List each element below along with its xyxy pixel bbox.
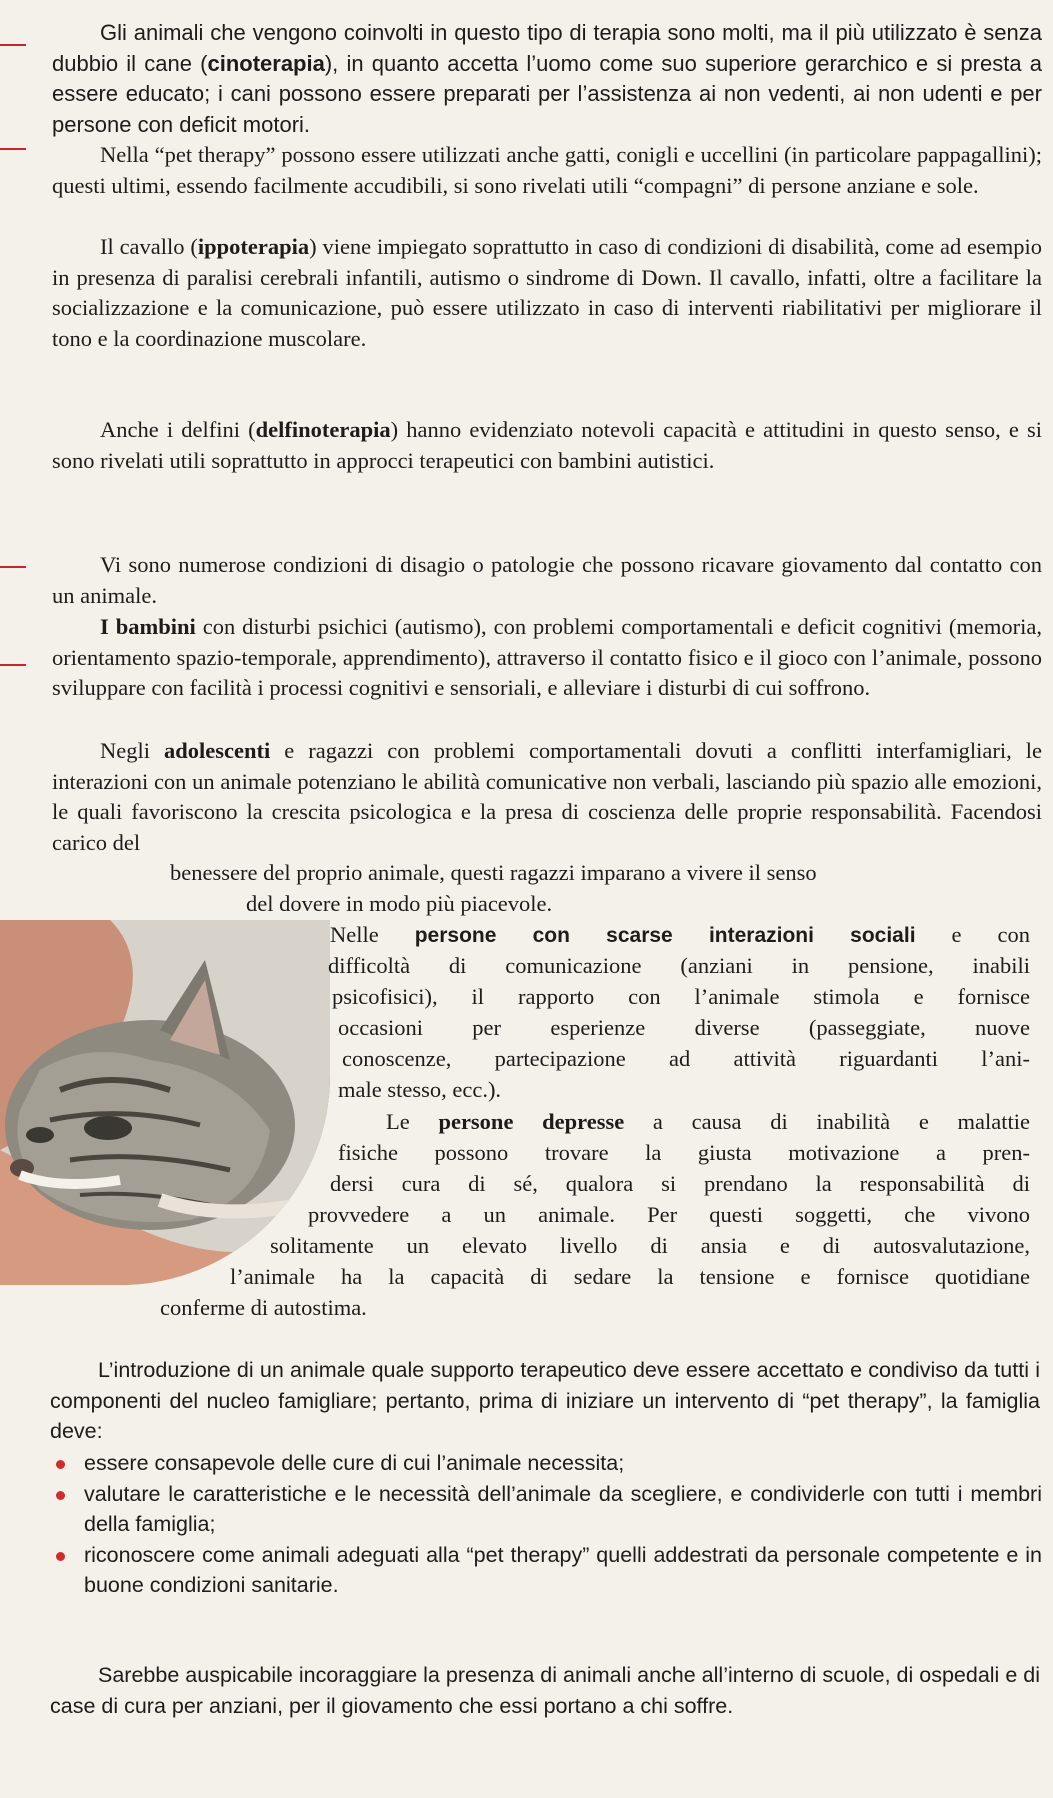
list-item: essere consapevole delle cure di cui l’animale necessita;	[50, 1448, 1042, 1479]
paragraph-children	[52, 612, 1042, 704]
paragraph-social-line: psicofisici), il rapporto con l’animale stimola e fornisce	[332, 984, 1030, 1009]
term-persone-depresse: persone depresse	[438, 1109, 625, 1134]
paragraph-social-line: male stesso, ecc.).	[338, 1077, 502, 1102]
section-marker-top	[0, 44, 26, 150]
term-adolescenti: adolescenti	[164, 738, 271, 763]
term-bambini: I bambini	[100, 614, 196, 639]
paragraph-depressed-line: conferme di autostima.	[160, 1295, 367, 1320]
text: Negli	[100, 738, 164, 763]
text: ) hanno evidenziato notevoli capacità e attitudini in questo senso, e si sono rivelati utili soprattutto in approcci terapeutici con bambini autistici.	[52, 417, 1042, 473]
text: Gli animali che vengono coinvolti in questo tipo di terapia sono molti, ma il più utilizzato è senza dubbio il cane (	[52, 20, 1042, 76]
paragraph-adolescents-cont: benessere del proprio animale, questi ragazzi imparano a vivere il senso del dovere in modo più piacevole.	[170, 860, 817, 916]
paragraph-conditions: Vi sono numerose condizioni di disagio o patologie che possono ricavare giovamento dal contatto con un animale.	[52, 552, 1042, 608]
text: a causa di inabilità e malattie	[624, 1109, 1030, 1134]
term-cinoterapia: cinoterapia	[207, 50, 325, 76]
paragraph-social-line: conoscenze, partecipazione ad attività riguardanti l’ani-	[342, 1046, 1030, 1071]
term-ippoterapia: ippoterapia	[197, 234, 310, 259]
paragraph-social-interactions	[330, 920, 1030, 952]
paragraph-depressed-line: dersi cura di sé, qualora si prendano la responsabilità di	[330, 1171, 1030, 1196]
paragraph-depressed-line: solitamente un elevato livello di ansia e di autosvalutazione,	[270, 1233, 1030, 1258]
paragraph-depressed-line: l’animale ha la capacità di sedare la tensione e fornisce quotidiane	[230, 1264, 1030, 1289]
paragraph-social-line: occasioni per esperienze diverse (passeggiate, nuove	[338, 1015, 1030, 1040]
paragraph-social-line: difficoltà di comunicazione (anziani in pensione, inabili	[328, 953, 1030, 978]
text: ), in quanto accetta l’uomo come suo superiore gerarchico e si presta a essere educato; i cani possono essere preparati per l’assistenza ai non vedenti, ai non udenti e per persone con deficit motori.	[52, 50, 1042, 137]
text: Le	[386, 1109, 439, 1134]
text: e ragazzi con problemi comportamentali dovuti a conflitti interfamigliari, le interazioni con un animale potenziano le abilità comunicative non verbali, lasciando più spazio alle emozioni, le quali favoriscono la crescita psicologica e la presa di coscienza delle proprie responsabilità. Facendosi carico del	[52, 738, 1042, 855]
paragraph-dogs	[52, 18, 1042, 140]
paragraph-depressed	[386, 1107, 1030, 1138]
family-requirements-list	[50, 1448, 1042, 1601]
paragraph-horses	[52, 232, 1042, 354]
paragraph-pet-therapy-animals: Nella “pet therapy” possono essere utilizzati anche gatti, conigli e uccellini (in particolare pappagallini); questi ultimi, essendo facilmente accudibili, si sono rivelati utili “compagni” di persone anziane e sole.	[52, 142, 1042, 198]
text: e con	[915, 922, 1030, 947]
paragraph-adolescents	[52, 736, 1042, 858]
list-item: riconoscere come animali adeguati alla “pet therapy” quelli addestrati da personale competente e in buone condizioni sanitarie.	[50, 1540, 1042, 1601]
term-scarse-interazioni: persone con scarse interazioni sociali	[414, 924, 916, 947]
text: con disturbi psichici (autismo), con problemi comportamentali e deficit cognitivi (memoria, orientamento spazio-temporale, apprendimento), attraverso il contatto fisico e il gioco con l’animale, possono sviluppare con facilità i processi cognitivi e sensoriali, e alleviare i disturbi di cui soffrono.	[52, 614, 1042, 700]
paragraph-depressed-line: fisiche possono trovare la giusta motivazione a pren-	[338, 1140, 1030, 1165]
paragraph-family: L’introduzione di un animale quale supporto terapeutico deve essere accettato e condiviso da tutti i componenti del nucleo famigliare; pertanto, prima di iniziare un intervento di “pet therapy”, la famiglia deve:	[50, 1358, 1040, 1443]
section-marker-middle	[0, 566, 26, 666]
text: ) viene impiegato soprattutto in caso di condizioni di disabilità, come ad esempio in presenza di paralisi cerebrali infantili, autismo o sindrome di Down. Il cavallo, infatti, oltre a facilitare la socializzazione e la comunicazione, può essere utilizzato in caso di interventi riabilitativi per migliorare il tono e la coordinazione muscolare.	[52, 234, 1042, 351]
paragraph-depressed-line: provvedere a un animale. Per questi soggetti, che vivono	[308, 1202, 1030, 1227]
text: Anche i delfini (	[100, 417, 256, 442]
paragraph-dolphins	[52, 415, 1042, 476]
paragraph-conclusion: Sarebbe auspicabile incoraggiare la presenza di animali anche all’interno di scuole, di ospedali e di case di cura per anziani, per il giovamento che essi portano a chi soffre.	[50, 1663, 1040, 1718]
text: Nelle	[330, 922, 415, 947]
term-delfinoterapia: delfinoterapia	[255, 417, 391, 442]
list-item: valutare le caratteristiche e le necessità dell’animale da scegliere, e condividerle con tutti i membri della famiglia;	[50, 1479, 1042, 1540]
text: Il cavallo (	[100, 234, 198, 259]
